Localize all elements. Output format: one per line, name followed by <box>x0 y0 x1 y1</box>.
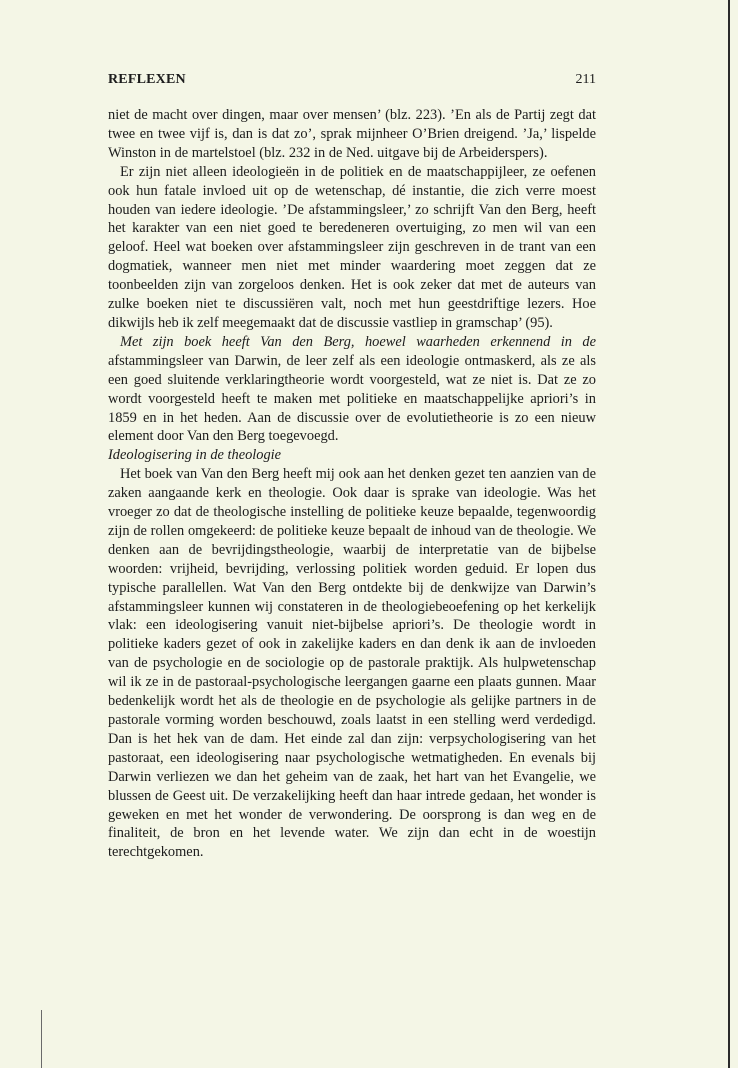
paragraph-3 <box>108 333 596 446</box>
page-header <box>108 72 596 92</box>
paragraph-2: Er zijn niet alleen ideologieën in de politiek en de maatschappijleer, ze oefenen ook hun fatale invloed uit op de wetenschap, dé instantie, die zich verre moest houden van iedere ideologie. ’De afstammingsleer,’ zo schrijft Van den Berg, heeft het karakter van een niet goed te beredeneren overtuiging, zo men wil van een geloof. Heel wat boeken over afstammingsleer zijn geschreven in de trant van een dogmatiek, wanneer men niet met minder waardering moet zeggen dat ze toonbeelden zijn van zorgeloos denken. Het is ook zeker dat met de auteurs van zulke boeken niet te discussiëren valt, noch met hun geestdriftige lezers. Hoe dikwijls heb ik zelf meegemaakt dat de discussie vastliep in gramschap’ (95). <box>108 163 596 331</box>
paragraph-4: Het boek van Van den Berg heeft mij ook aan het denken gezet ten aanzien van de zaken aangaande kerk en theologie. Ook daar is sprake van ideologie. Was het vroeger zo dat de theologische instelling de politieke keuze bepaalde, tegenwoordig zijn de rollen omgekeerd: de politieke keuze bepaalt de inhoud van de theologie. We denken aan de bevrijdingstheologie, waarbij de interpretatie van de bijbelse woorden: vrijheid, bevrijding, verlossing politiek worden geduid. Er lopen dus typische parallellen. Wat Van den Berg ontdekte bij de denkwijze van Darwin’s afstammingsleer kunnen wij constateren in de theologiebeoefening op het kerkelijk vlak: een ideologisering vanuit niet-bijbelse apriori’s. De theologie wordt in politieke kaders gezet of ook in zakelijke kaders en dan denk ik aan de invloeden van de psychologie en de sociologie op de pastorale praktijk. Als hulpwetenschap wil ik ze in de pastoraal-psychologische leergangen gaarne een plaats gunnen. Maar bedenkelijk wordt het als de theologie en de psychologie als gelijke partners in de pastorale vorming worden beschouwd, zoals laatst in een stelling werd verdedigd. Dan is het hek van de dam. Het einde zal dan zijn: verpsychologisering van het pastoraat, een ideologisering naar psychologische wetmatigheden. En evenals bij Darwin verliezen we dan het geheim van de zaak, het hart van het Evangelie, we blussen de Geest uit. De verzakelijking heeft dan haar intrede gedaan, het wonder is geweken en met het wonder de verwondering. De oorsprong is dan weg en de finaliteit, de bron en het levende water. We zijn dan echt in de woestijn terechtgekomen. <box>108 466 596 861</box>
running-title: REFLEXEN <box>108 72 186 87</box>
body-text <box>108 106 596 862</box>
paragraph-3-italic-opening: Met zijn boek heeft Van den Berg, hoewel waarheden erkennend in de <box>120 333 596 350</box>
page-number: 211 <box>575 72 596 87</box>
page-edge-left <box>41 1010 42 1068</box>
page-edge-right <box>728 0 730 1068</box>
paragraph-3-text: afstammingsleer van Darwin, de leer zelf als een ideologie ontmaskerd, als ze als een goed sluitende verklaringtheorie wordt voorgesteld, wat ze niet is. Dat ze zo wordt voorgesteld heeft te maken met politieke en maatschappelijke apriori’s in 1859 en in het heden. Aan de discussie over de evolutietheorie is zo een nieuw element door Van den Berg toegevoegd. <box>108 352 596 445</box>
section-heading: Ideologisering in de theologie <box>108 447 282 464</box>
paragraph-1: niet de macht over dingen, maar over mensen’ (blz. 223). ’En als de Partij zegt dat twee en twee vijf is, dan is dat zo’, sprak mijnheer O’Brien dreigend. ’Ja,’ lispelde Winston in de martelstoel (blz. 232 in de Ned. uitgave bij de Arbeiderspers). <box>108 107 596 161</box>
